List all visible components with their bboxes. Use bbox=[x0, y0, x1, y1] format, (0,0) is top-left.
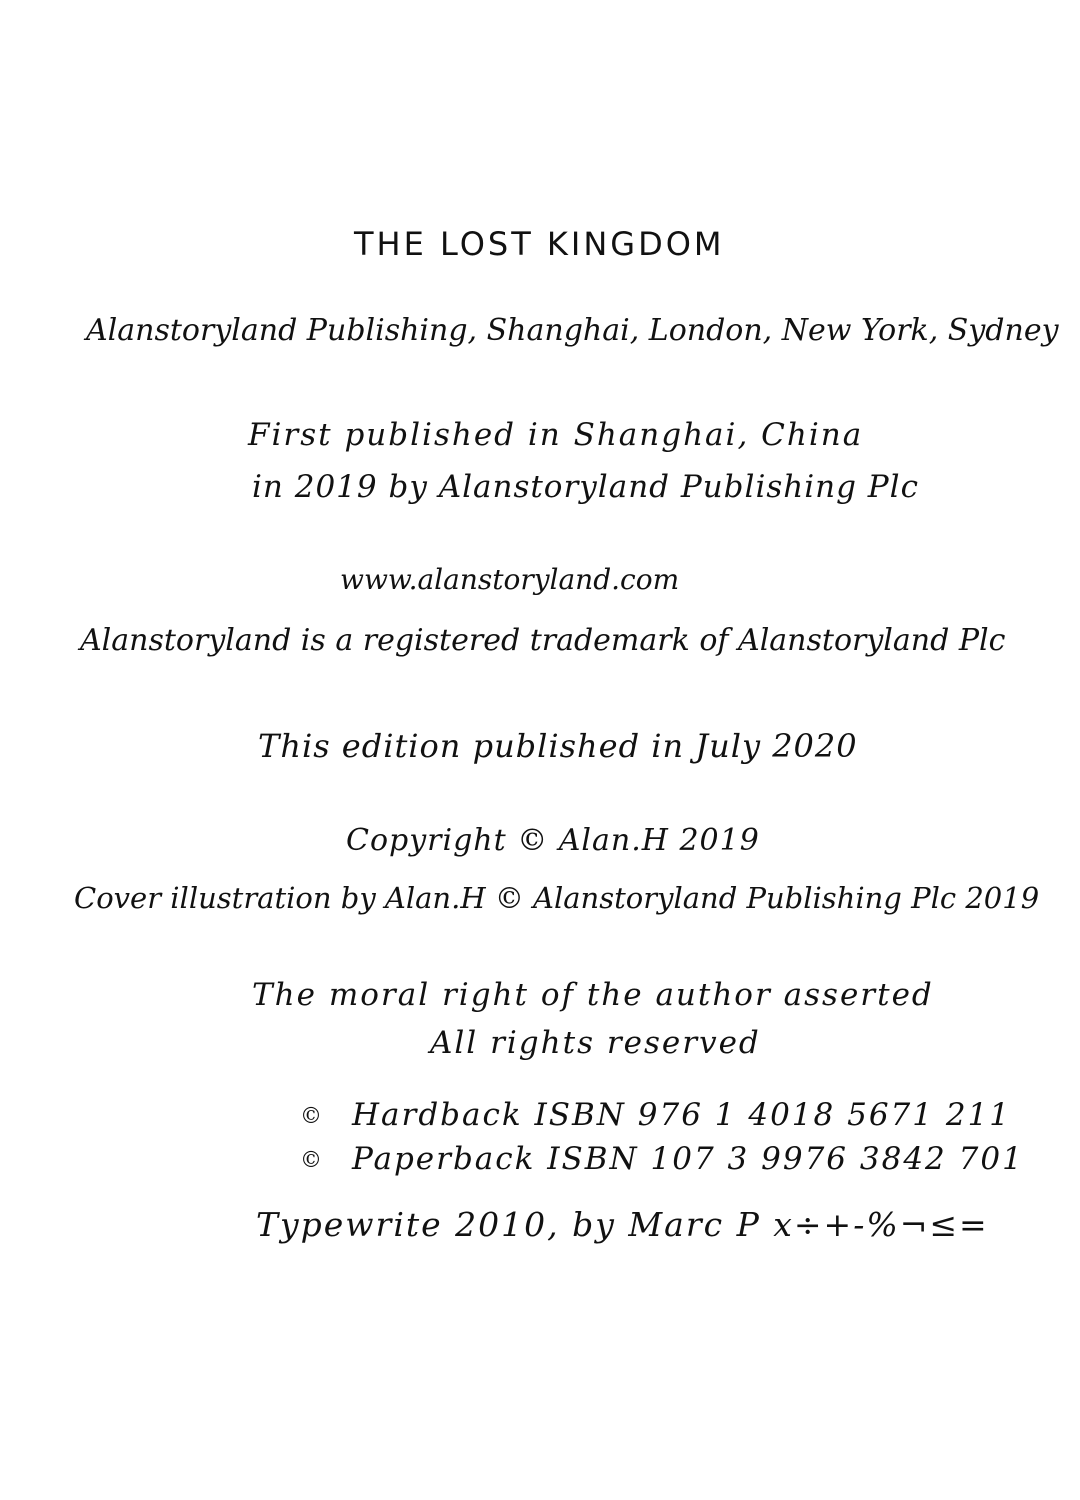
copyright-mark-icon: © bbox=[300, 1103, 324, 1129]
moral-right-line: The moral right of the author asserted bbox=[252, 977, 934, 1013]
first-published-line-1: First published in Shanghai, China bbox=[248, 417, 864, 453]
typewrite-credit: Typewrite 2010, by Marc P x÷+-%¬≤= bbox=[256, 1205, 989, 1244]
cover-illustration-line: Cover illustration by Alan.H © Alanstoryland Publishing Plc 2019 bbox=[74, 881, 1040, 915]
publisher-line: Alanstoryland Publishing, Shanghai, London, New York, Sydney bbox=[86, 313, 1059, 348]
copyright-line: Copyright © Alan.H 2019 bbox=[346, 823, 760, 858]
edition-line: This edition published in July 2020 bbox=[258, 727, 858, 765]
hardback-isbn: Hardback ISBN 976 1 4018 5671 211 bbox=[352, 1097, 1012, 1133]
paperback-isbn: Paperback ISBN 107 3 9976 3842 701 bbox=[352, 1141, 1024, 1177]
rights-reserved-line: All rights reserved bbox=[430, 1025, 761, 1061]
website: www.alanstoryland.com bbox=[340, 563, 680, 596]
paperback-isbn-row bbox=[300, 1141, 1024, 1177]
trademark-line: Alanstoryland is a registered trademark of Alanstoryland Plc bbox=[80, 623, 1006, 658]
book-title: THE LOST KINGDOM bbox=[354, 225, 725, 263]
copyright-mark-icon: © bbox=[300, 1147, 324, 1173]
hardback-isbn-row bbox=[300, 1097, 1012, 1133]
first-published-line-2: in 2019 by Alanstoryland Publishing Plc bbox=[252, 469, 919, 505]
